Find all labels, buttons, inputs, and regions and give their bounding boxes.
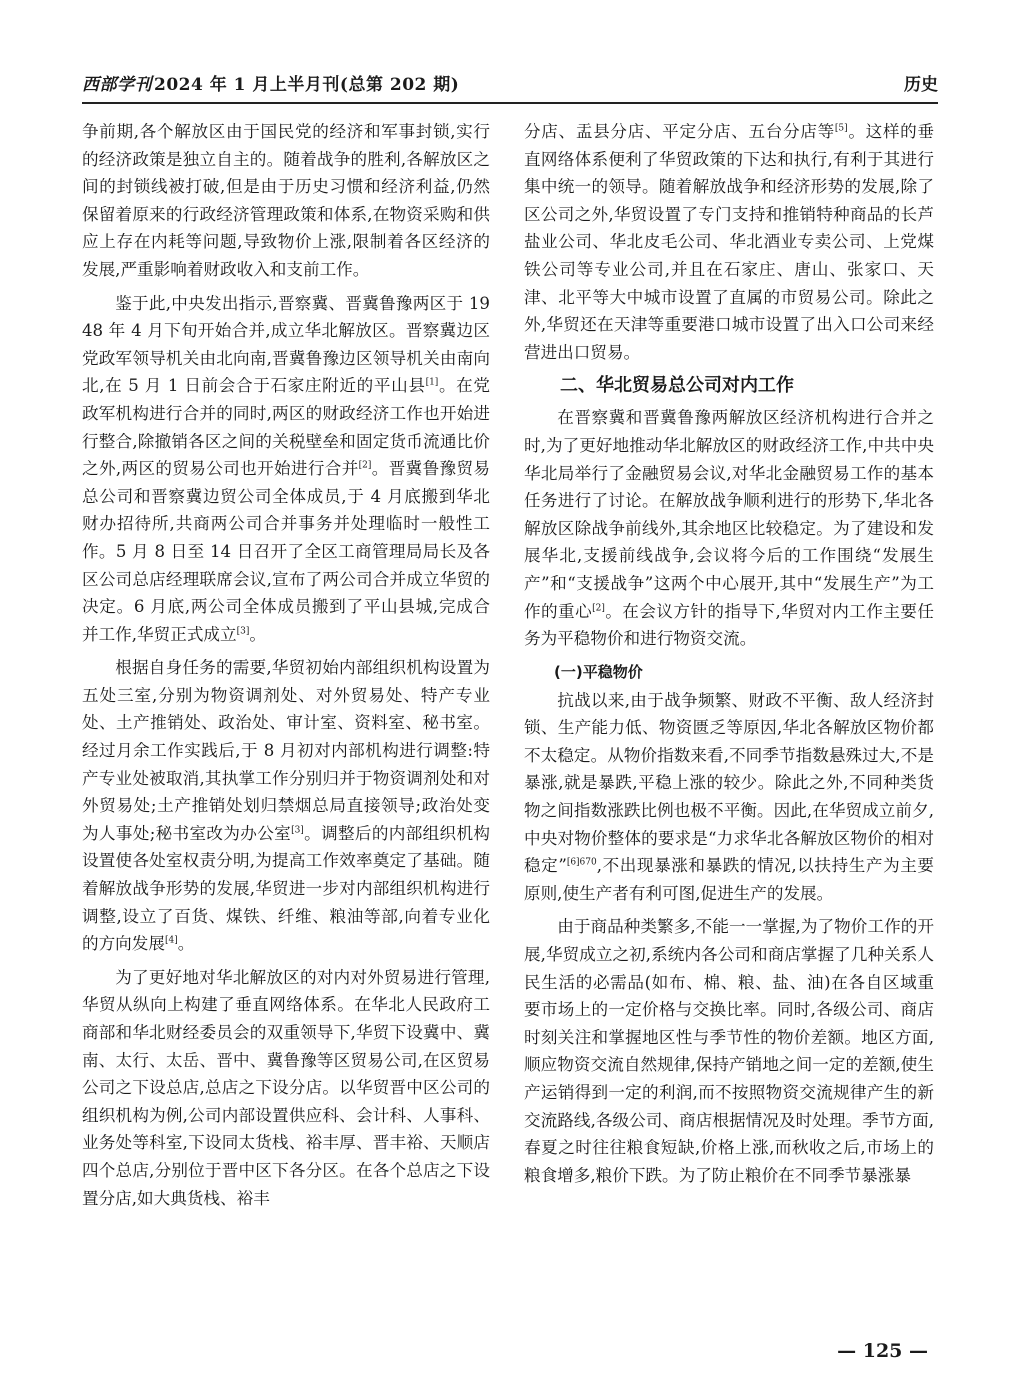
paragraph: 根据自身任务的需要,华贸初始内部组织机构设置为五处三室,分别为物资调剂处、对外贸易处、特产专业处、土产推销处、政治处、审计室、资料室、秘书室。经过月余工作实践后,于 8 月初对内部机构进行调整:特产专业处被取消,其执掌工作分别归并于物资调剂处和对外贸易处;土产推销处划归禁烟总局直接领导;政治处变为人事处;秘书室改为办公室[3]。调整后的内部组织机构设置使各处室权责分明,为提高工作效率奠定了基础。随着解放战争形势的发展,华贸进一步对内部组织机构进行调整,设立了百货、煤铁、纤维、粮油等部,向着专业化的方向发展[4]。: [82, 658, 491, 954]
running-header: [82, 66, 938, 96]
citation: [4]: [164, 935, 178, 946]
paragraph: 抗战以来,由于战争频繁、财政不平衡、敌人经济封锁、生产能力低、物资匮乏等原因,华北各解放区物价都不太稳定。从物价指数来看,不同季节指数悬殊过大,不是暴涨,就是暴跌,平稳上涨的较少。除此之外,不同种类货物之间指数涨跌比例也极不平衡。因此,在华贸成立前夕,中央对物价整体的要求是“力求华北各解放区物价的相对稳定”$^{[6]670}$,不出现暴涨和暴跌的情况,以扶持生产为主要原则,使生产者有利可图,促进生产的发展。: [524, 690, 934, 903]
paragraph: 由于商品种类繁多,不能一一掌握,为了物价工作的开展,华贸成立之初,系统内各公司和商店掌握了几种关系人民生活的必需品(如布、棉、粮、盐、油)在各自区域重要市场上的一定价格与交换比率。同时,各级公司、商店时刻关注和掌握地区性与季节性的物价差额。地区方面,顺应物资交流自然规律,保持产销地之间一定的差额,使生产运销得到一定的利润,而不按照物资交流规律产生的新交流路线,各级公司、商店根据情况及时处理。季节方面,春夏之时往往粮食短缺,价格上涨,而秋收之后,市场上的粮食增多,粮价下跌。为了防止粮价在不同季节暴涨暴: [524, 917, 934, 1185]
section-heading: 二、华北贸易总公司对内工作: [560, 375, 794, 397]
paragraph: 分店、盂县分店、平定分店、五台分店等[5]。这样的垂直网络体系便利了华贸政策的下达和执行,有利于其进行集中统一的领导。随着解放战争和经济形势的发展,除了区公司之外,华贸设置了专门支持和推销特种商品的长芦盐业公司、华北皮毛公司、华北酒业专卖公司、上党煤铁公司等专业公司,并且在石家庄、唐山、张家口、天津、北平等大中城市设置了直属的市贸易公司。除此之外,华贸还在天津等重要港口城市设置了出入口公司来经营进出口贸易。: [524, 122, 934, 362]
journal-name: 西部学刊: [82, 75, 152, 95]
citation: [6]670: [566, 857, 597, 868]
citation: [5]: [834, 123, 848, 134]
citation: [2]: [358, 460, 372, 471]
left-column: [82, 118, 490, 1218]
paragraph: 鉴于此,中央发出指示,晋察冀、晋冀鲁豫两区于 1948 年 4 月下旬开始合并,成立华北解放区。晋察冀边区党政军领导机关由北向南,晋冀鲁豫边区领导机关由南向北,在 5 月 1 日前会合于石家庄附近的平山县[1]。在党政军机构进行合并的同时,两区的财政经济工作也开始进行整合,除撤销各区之间的关税壁垒和固定货币流通比价之外,两区的贸易公司也开始进行合并[2]。晋冀鲁豫贸易总公司和晋察冀边贸公司全体成员,于 4 月底搬到华北财办招待所,共商两公司合并事务并处理临时一般性工作。5 月 8 日至 14 日召开了全区工商管理局局长及各区公司总店经理联席会议,宣布了两公司合并成立华贸的决定。6 月底,两公司全体成员搬到了平山县城,完成合并工作,华贸正式成立[3]。: [82, 293, 491, 644]
paragraph: 争前期,各个解放区由于国民党的经济和军事封锁,实行的经济政策是独立自主的。随着战争的胜利,各解放区之间的封锁线被打破,但是由于历史习惯和经济利益,仍然保留着原来的行政经济管理政策和体系,在物资采购和供应上存在内耗等问题,导致物价上涨,限制着各区经济的发展,严重影响着财政收入和支前工作。: [82, 122, 490, 279]
journal-issue: [82, 70, 459, 95]
citation: [3]: [291, 825, 304, 836]
page-number: — 125 —: [837, 1340, 928, 1362]
citation: [1]: [425, 377, 439, 388]
issue-label: 2024 年 1 月上半月刊(总第 202 期): [154, 75, 460, 95]
paragraph: 在晋察冀和晋冀鲁豫两解放区经济机构进行合并之时,为了更好地推动华北解放区的财政经济工作,中共中央华北局举行了金融贸易会议,对华北金融贸易工作的基本任务进行了讨论。在解放战争顺利进行的形势下,华北各解放区除战争前线外,其余地区比较稳定。为了建设和发展华北,支援前线战争,会议将今后的工作围绕“发展生产”和“支援战争”这两个中心展开,其中“发展生产”为工作的重心[2]。在会议方针的指导下,华贸对内工作主要任务为平稳物价和进行物资交流。: [524, 408, 934, 649]
citation: [3]: [236, 626, 250, 637]
right-column: [524, 118, 934, 1195]
section-label: 历史: [904, 75, 938, 95]
subsection-heading: (一)平稳物价: [554, 662, 643, 681]
citation: [2]: [592, 602, 605, 613]
paragraph: 为了更好地对华北解放区的对内对外贸易进行管理,华贸从纵向上构建了垂直网络体系。在华北人民政府工商部和华北财经委员会的双重领导下,华贸下设冀中、冀南、太行、太岳、晋中、冀鲁豫等区贸易公司,在区贸易公司之下设总店,总店之下设分店。以华贸晋中区公司的组织机构为例,公司内部设置供应科、会计科、人事科、业务处等科室,下设同太货栈、裕丰厚、晋丰裕、天顺店四个总店,分别位于晋中区下各分区。在各个总店之下设置分店,如大典货栈、裕丰: [82, 967, 490, 1208]
header-rule: [82, 102, 938, 104]
